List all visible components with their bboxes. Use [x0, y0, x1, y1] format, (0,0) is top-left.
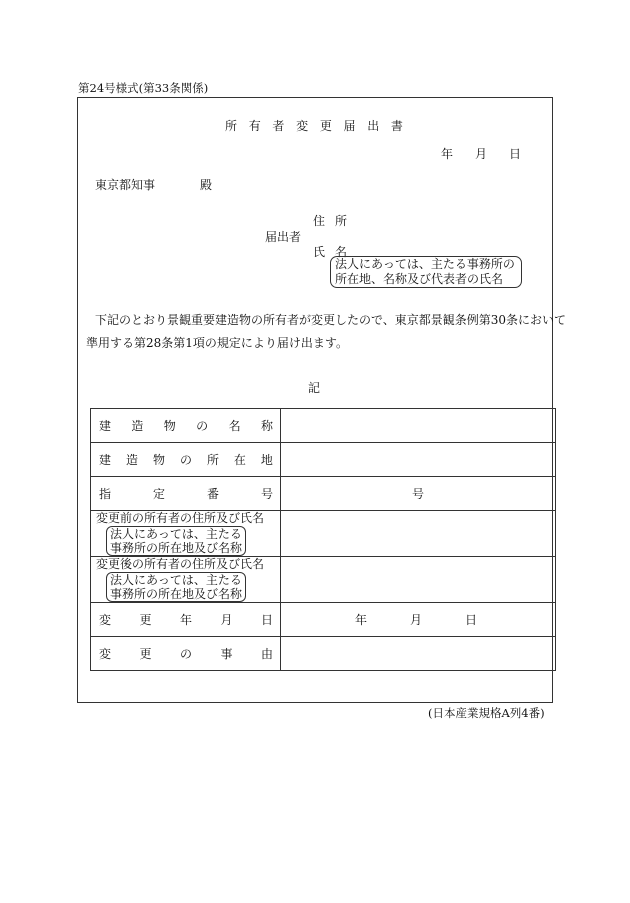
change-date-value[interactable]: 年 月 日	[281, 603, 556, 637]
applicant-corp-note: 法人にあっては、主たる事務所の 所在地、名称及び代表者の氏名	[330, 256, 522, 288]
submission-date: 年 月 日	[441, 147, 521, 161]
body-text-line1: 下記のとおり景観重要建造物の所有者が変更したので、東京都景観条例第30条において	[95, 313, 567, 327]
building-name-label: 建 造 物 の 名 称	[91, 409, 281, 443]
table-row	[91, 477, 556, 511]
designation-number-label: 指 定 番 号	[91, 477, 281, 511]
change-reason-value[interactable]	[281, 637, 556, 671]
addressee-name: 東京都知事	[95, 178, 156, 192]
designation-number-value[interactable]	[281, 477, 556, 511]
new-owner-corp-note: 法人にあっては、主たる 事務所の所在地及び名称	[106, 572, 246, 602]
prev-owner-label: 変更前の所有者の住所及び氏名 法人にあっては、主たる 事務所の所在地及び名称	[91, 511, 281, 557]
applicant-name-label: 氏 名	[313, 245, 347, 259]
building-location-label: 建 造 物 の 所 在 地	[91, 443, 281, 477]
new-owner-value[interactable]	[281, 557, 556, 603]
building-location-value[interactable]	[281, 443, 556, 477]
addressee-honorific: 殿	[200, 178, 213, 192]
table-row	[91, 511, 556, 557]
new-owner-label: 変更後の所有者の住所及び氏名 法人にあっては、主たる 事務所の所在地及び名称	[91, 557, 281, 603]
table-row	[91, 603, 556, 637]
form-number: 第24号様式(第33条関係)	[78, 81, 209, 95]
prev-owner-corp-note: 法人にあっては、主たる 事務所の所在地及び名称	[106, 526, 246, 556]
change-reason-label: 変 更 の 事 由	[91, 637, 281, 671]
body-text-line2: 準用する第28条第1項の規定により届け出ます。	[86, 336, 348, 350]
details-table	[90, 408, 556, 671]
footer-note: (日本産業規格A列4番)	[428, 706, 545, 720]
table-row	[91, 557, 556, 603]
building-name-value[interactable]	[281, 409, 556, 443]
ki-heading: 記	[308, 381, 321, 395]
applicant-address-label: 住 所	[313, 214, 347, 228]
table-row	[91, 409, 556, 443]
change-date-label: 変 更 年 月 日	[91, 603, 281, 637]
prev-owner-value[interactable]	[281, 511, 556, 557]
page-title: 所 有 者 変 更 届 出 書	[225, 119, 403, 133]
table-row	[91, 637, 556, 671]
table-row	[91, 443, 556, 477]
applicant-label: 届出者	[265, 230, 302, 244]
designation-number-suffix: 号	[412, 487, 425, 501]
